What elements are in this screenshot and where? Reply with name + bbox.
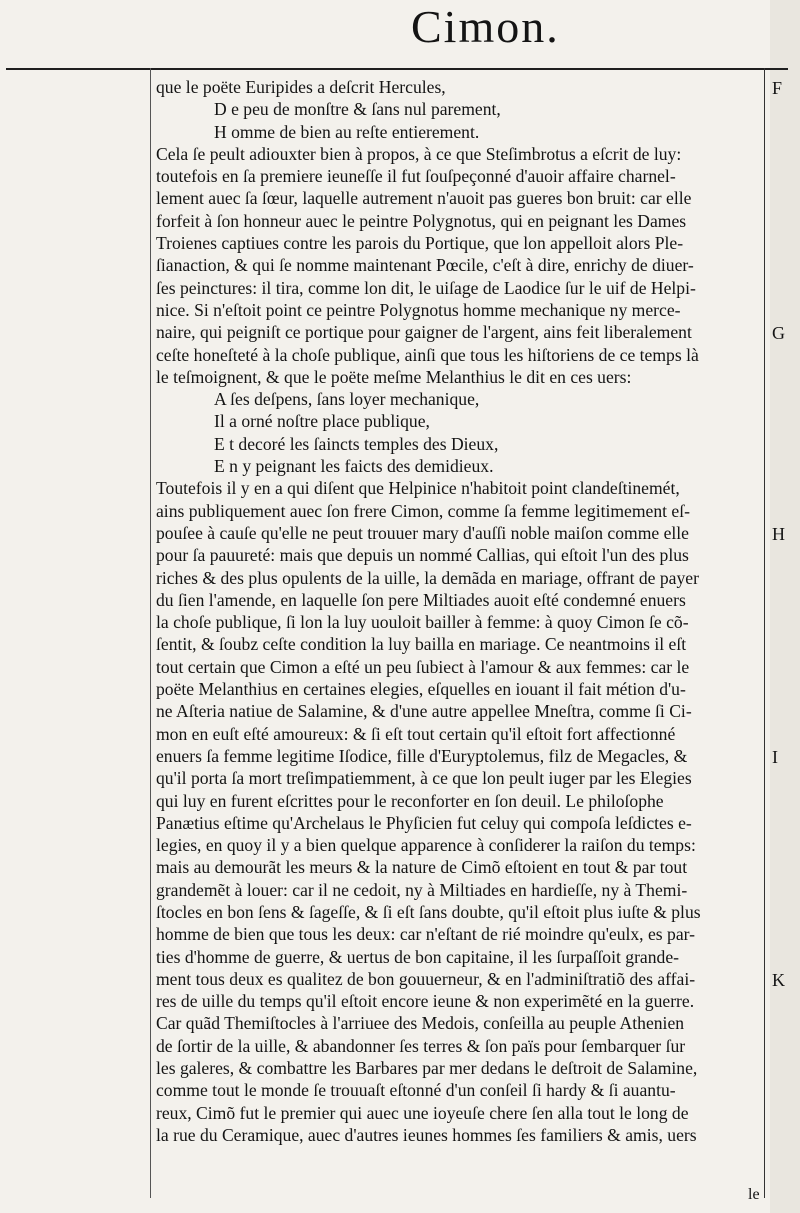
margin-letter: I <box>772 747 778 767</box>
text-line: ceſte honeſteté à la choſe publique, ainſi que tous les hiſtoriens de ce temps là <box>156 344 699 365</box>
text-line: pouſee à cauſe qu'elle ne peut trouuer mary d'auſſi noble maiſon comme elle <box>156 522 689 543</box>
verse-line: E t decoré les ſaincts temples des Dieux, <box>214 433 499 454</box>
margin-letter: F <box>772 78 783 98</box>
running-head: Cimon. <box>411 1 560 52</box>
text-line: de ſortir de la uille, & abandonner ſes terres & ſon païs pour ſembarquer ſur <box>156 1035 686 1056</box>
margin-letter: H <box>772 524 785 544</box>
text-line: poëte Melanthius en certaines elegies, eſquelles en iouant il fait métion d'u- <box>156 679 686 700</box>
text-line: reux, Cimõ fut le premier qui auec une ioyeuſe chere ſen alla tout le long de <box>156 1102 689 1123</box>
text-line: ne Aſteria natiue de Salamine, & d'une autre appellee Mneſtra, comme ſi Ci- <box>156 701 692 722</box>
text-line: Troienes captiues contre les parois du Portique, que lon appelloit alors Ple- <box>156 233 684 254</box>
text-line: Toutefois il y en a qui diſent que Helpinice n'habitoit point clandeſtinemét, <box>156 478 680 499</box>
text-line: ſentit, & ſoubz ceſte condition la luy bailla en mariage. Ce neantmoins il eſt <box>156 634 687 655</box>
text-line: mon en euſt eſté amoureux: & ſi eſt tout certain qu'il eſtoit fort affectionné <box>156 723 676 744</box>
text-line: forfeit à ſon honneur auec le peintre Polygnotus, qui en peignant les Dames <box>156 210 687 231</box>
text-line: la rue du Ceramique, auec d'autres ieunes hommes ſes familiers & amis, uers <box>156 1124 697 1145</box>
facing-page-edge <box>770 0 800 1213</box>
text-line: du ſien l'amende, en laquelle ſon pere Miltiades auoit eſté condemné enuers <box>156 589 686 610</box>
text-line: grandemẽt à louer: car il ne cedoit, ny à Miltiades en hardieſſe, ny à Themi- <box>156 879 688 900</box>
right-column-rule <box>764 68 765 1198</box>
text-line: lement auec ſa ſœur, laquelle autrement n'auoit pas gueres bon bruit: car elle <box>156 188 692 209</box>
text-line: ſes peinctures: il tira, comme lon dit, le uiſage de Laodice ſur le uif de Helpi- <box>156 277 696 298</box>
verse-line: A ſes deſpens, ſans loyer mechanique, <box>214 389 480 410</box>
text-line: res de uille du temps qu'il eſtoit encore ieune & non experimẽté en la guerre. <box>156 991 695 1012</box>
text-line: ment tous deux es qualitez de bon gouuerneur, & en l'adminiſtratiõ des affai- <box>156 968 696 989</box>
text-line: Cela ſe peult adiouxter bien à propos, à ce que Steſimbrotus a eſcrit de luy: <box>156 143 682 164</box>
margin-letter: K <box>772 970 785 990</box>
text-line: enuers ſa femme legitime Iſodice, fille d'Euryptolemus, filz de Megacles, & <box>156 745 688 766</box>
text-line: ties d'homme de guerre, & uertus de bon capitaine, il les ſurpaſſoit grande- <box>156 946 680 967</box>
text-line: qu'il porta ſa mort treſimpatiemment, à ce que lon peult iuger par les Elegies <box>156 768 692 789</box>
text-line: Panætius eſtime qu'Archelaus le Phyſicien fut celuy qui compoſa leſdictes e- <box>156 812 692 833</box>
text-line: ſtocles en bon ſens & ſageſſe, & ſi eſt ſans doubte, qu'il eſtoit plus iuſte & plus <box>156 901 701 922</box>
text-line: que le poëte Euripides a deſcrit Hercules, <box>156 77 446 97</box>
verse-line: E n y peignant les faicts des demidieux. <box>214 456 494 477</box>
left-column-rule <box>150 68 151 1198</box>
text-line: la choſe publique, ſi lon la luy uouloit bailler à femme: à quoy Cimon ſe cõ- <box>156 612 689 633</box>
text-line: homme de bien que tous les deux: car n'eſtant de rié moindre qu'eulx, es par- <box>156 924 696 945</box>
verse-line: H omme de bien au reſte entierement. <box>214 121 480 142</box>
text-line: ains publiquement auec ſon frere Cimon, comme ſa femme legitimement eſ- <box>156 500 690 521</box>
verse-line: D e peu de monſtre & ſans nul parement, <box>214 99 501 120</box>
text-line: naire, qui peigniſt ce portique pour gaigner de l'argent, ains feit liberalement <box>156 322 692 343</box>
text-line: le teſmoignent, & que le poëte meſme Melanthius le dit en ces uers: <box>156 366 632 387</box>
text-line: mais au demourãt les meurs & la nature de Cimõ eſtoient en tout & par tout <box>156 857 688 878</box>
verse-line: Il a orné noſtre place publique, <box>214 411 430 432</box>
body-text <box>156 76 764 1146</box>
text-line: pour ſa pauureté: mais que depuis un nommé Callias, qui eſtoit l'un des plus <box>156 545 689 566</box>
text-line: comme tout le monde ſe trouuaſt eſtonné d'un conſeil ſi hardy & ſi auantu- <box>156 1080 676 1101</box>
text-line: legies, en quoy il y a bien quelque apparence à conſiderer la raiſon du temps: <box>156 835 696 856</box>
margin-letter: G <box>772 323 785 344</box>
text-line: qui luy en furent eſcrittes pour le reconforter en ſon deuil. Le philoſophe <box>156 790 664 811</box>
text-line: Car quãd Themiſtocles à l'arriuee des Medois, conſeilla au peuple Athenien <box>156 1013 685 1034</box>
text-line: les galeres, & combattre les Barbares par mer dedans le deſtroit de Salamine, <box>156 1058 698 1079</box>
text-line: riches & des plus opulents de la uille, la demãda en mariage, offrant de payer <box>156 567 699 588</box>
catchword: le <box>748 1186 760 1203</box>
text-line: nice. Si n'eſtoit point ce peintre Polygnotus homme mechanique ny merce- <box>156 299 681 320</box>
text-line: tout certain que Cimon a eſté un peu ſubiect à l'amour & aux femmes: car le <box>156 656 690 677</box>
header-band <box>6 0 788 70</box>
text-line: ſianaction, & qui ſe nomme maintenant Pœcile, c'eſt à dire, enrichy de diuer- <box>156 255 694 276</box>
text-line: toutefois en ſa premiere ieuneſſe il fut ſouſpeçonné d'auoir affaire charnel- <box>156 166 676 187</box>
